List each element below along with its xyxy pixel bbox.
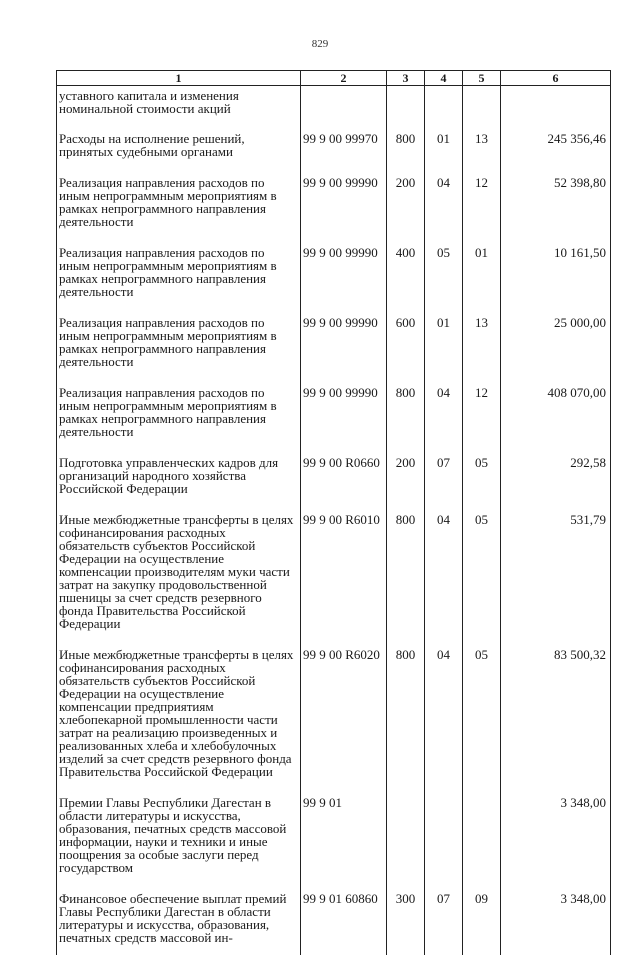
row-amount: 83 500,32 <box>501 641 611 789</box>
table-row <box>57 789 611 885</box>
row-name: Финансовое обеспечение выплат премий Главы Республики Дагестан в области литературы и искусства, образования, печатных средств массовой ин- <box>57 885 301 955</box>
row-name: Подготовка управленческих кадров для организаций народного хозяйства Российской Федерации <box>57 449 301 506</box>
row-type: 800 <box>387 641 425 789</box>
row-subsection: 05 <box>463 449 501 506</box>
table-row <box>57 506 611 641</box>
row-code: 99 9 01 <box>301 789 387 885</box>
table-row <box>57 885 611 955</box>
row-name: Иные межбюджетные трансферты в целях софинансирования расходных обязательств субъектов Российской Федерации на осуществление компенсации производителям муки части затрат на закупку продовольственной пшеницы за счет средств резервного фонда Правительства Российской Федерации <box>57 506 301 641</box>
row-type <box>387 789 425 885</box>
row-amount: 3 348,00 <box>501 885 611 955</box>
row-name: Реализация направления расходов по иным непрограммным мероприятиям в рамках непрограммного направления деятельности <box>57 379 301 449</box>
row-code: 99 9 00 99990 <box>301 309 387 379</box>
row-section: 04 <box>425 169 463 239</box>
row-code: 99 9 00 99990 <box>301 239 387 309</box>
row-name: уставного капитала и изменения номинальной стоимости акций <box>57 86 301 126</box>
row-name: Реализация направления расходов по иным непрограммным мероприятиям в рамках непрограммного направления деятельности <box>57 239 301 309</box>
row-subsection: 01 <box>463 239 501 309</box>
row-section <box>425 86 463 126</box>
row-section: 01 <box>425 309 463 379</box>
row-subsection: 13 <box>463 125 501 169</box>
row-name: Премии Главы Республики Дагестан в области литературы и искусства, образования, печатных средств массовой информации, науки и техники и иные поощрения за особые заслуги перед государством <box>57 789 301 885</box>
table-row <box>57 309 611 379</box>
table-row <box>57 379 611 449</box>
column-header: 1 <box>57 71 301 86</box>
row-section: 07 <box>425 449 463 506</box>
page-number: 829 <box>311 38 329 50</box>
column-header: 6 <box>501 71 611 86</box>
row-section: 04 <box>425 641 463 789</box>
row-amount <box>501 86 611 126</box>
column-header: 4 <box>425 71 463 86</box>
row-type: 800 <box>387 125 425 169</box>
row-code: 99 9 00 99970 <box>301 125 387 169</box>
row-section: 04 <box>425 506 463 641</box>
table-row <box>57 125 611 169</box>
table-row <box>57 641 611 789</box>
column-header: 3 <box>387 71 425 86</box>
row-amount: 10 161,50 <box>501 239 611 309</box>
row-subsection: 12 <box>463 379 501 449</box>
row-section <box>425 789 463 885</box>
row-amount: 292,58 <box>501 449 611 506</box>
row-subsection: 12 <box>463 169 501 239</box>
row-section: 07 <box>425 885 463 955</box>
column-header: 2 <box>301 71 387 86</box>
row-type: 300 <box>387 885 425 955</box>
row-amount: 531,79 <box>501 506 611 641</box>
row-section: 05 <box>425 239 463 309</box>
column-header: 5 <box>463 71 501 86</box>
table-row <box>57 449 611 506</box>
row-section: 04 <box>425 379 463 449</box>
row-type: 600 <box>387 309 425 379</box>
row-name: Реализация направления расходов по иным непрограммным мероприятиям в рамках непрограммного направления деятельности <box>57 309 301 379</box>
row-amount: 52 398,80 <box>501 169 611 239</box>
table-row <box>57 86 611 126</box>
row-name: Иные межбюджетные трансферты в целях софинансирования расходных обязательств субъектов Российской Федерации на осуществление компенсации предприятиям хлебопекарной промышленности части затрат на реализацию произведенных и реализованных хлеба и хлебобулочных изделий за счет средств резервного фонда Правительства Российской Федерации <box>57 641 301 789</box>
row-subsection: 09 <box>463 885 501 955</box>
table-row <box>57 239 611 309</box>
budget-table <box>56 70 611 955</box>
row-code <box>301 86 387 126</box>
row-name: Реализация направления расходов по иным непрограммным мероприятиям в рамках непрограммного направления деятельности <box>57 169 301 239</box>
row-subsection <box>463 86 501 126</box>
row-subsection: 05 <box>463 641 501 789</box>
row-name: Расходы на исполнение решений, принятых судебными органами <box>57 125 301 169</box>
table-header-row <box>57 71 611 86</box>
row-code: 99 9 00 R0660 <box>301 449 387 506</box>
row-code: 99 9 00 R6010 <box>301 506 387 641</box>
row-type <box>387 86 425 126</box>
row-code: 99 9 00 99990 <box>301 169 387 239</box>
row-amount: 3 348,00 <box>501 789 611 885</box>
row-code: 99 9 00 R6020 <box>301 641 387 789</box>
row-section: 01 <box>425 125 463 169</box>
row-subsection: 05 <box>463 506 501 641</box>
row-code: 99 9 00 99990 <box>301 379 387 449</box>
row-type: 400 <box>387 239 425 309</box>
row-type: 200 <box>387 449 425 506</box>
row-amount: 245 356,46 <box>501 125 611 169</box>
row-subsection <box>463 789 501 885</box>
row-type: 200 <box>387 169 425 239</box>
table-row <box>57 169 611 239</box>
row-type: 800 <box>387 379 425 449</box>
row-amount: 408 070,00 <box>501 379 611 449</box>
row-amount: 25 000,00 <box>501 309 611 379</box>
row-type: 800 <box>387 506 425 641</box>
row-subsection: 13 <box>463 309 501 379</box>
row-code: 99 9 01 60860 <box>301 885 387 955</box>
